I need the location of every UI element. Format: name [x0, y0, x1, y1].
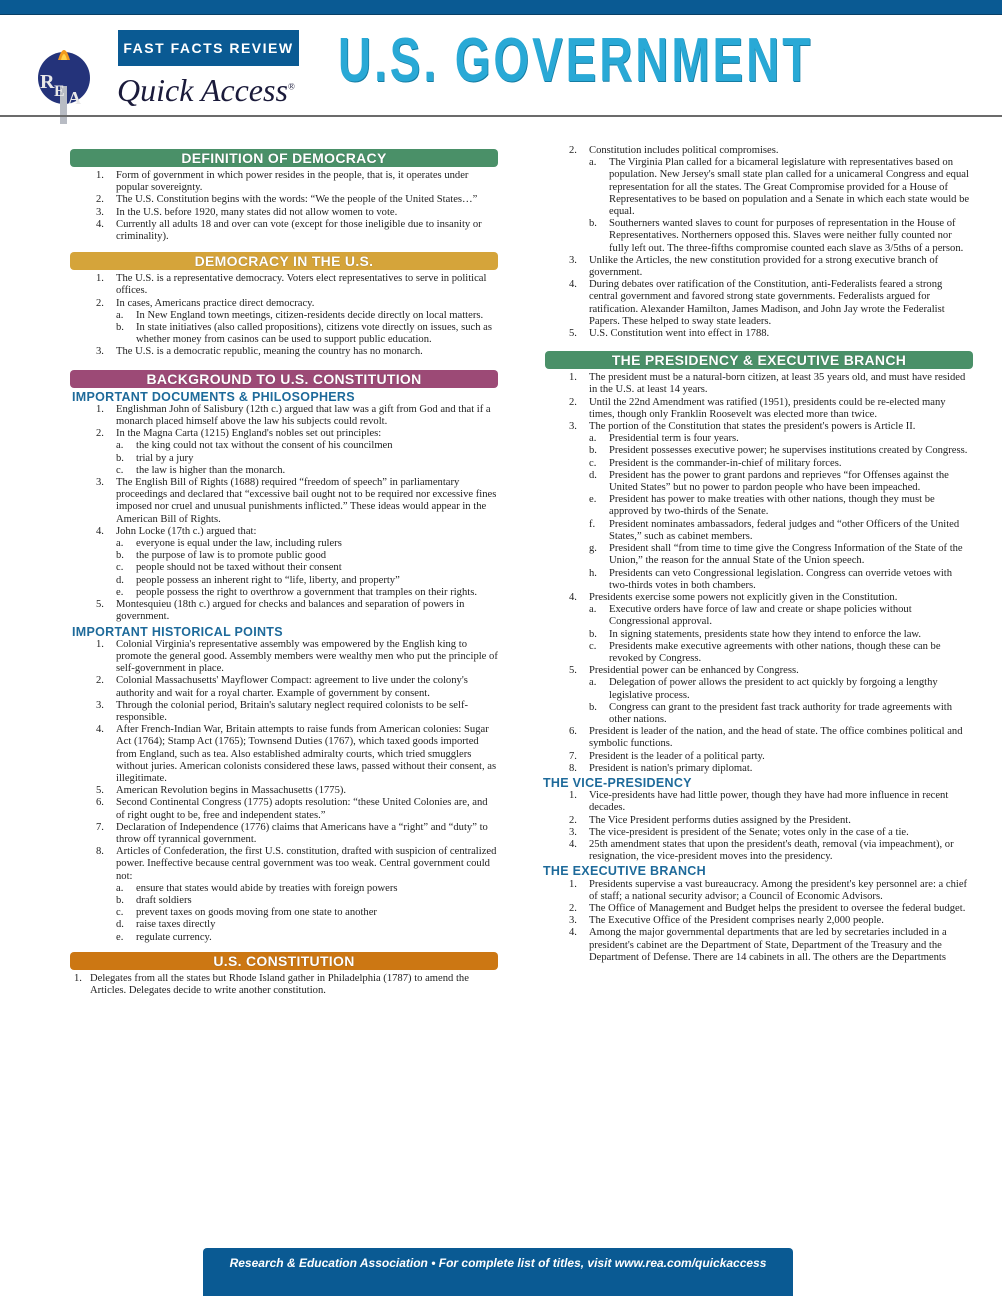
list-item — [545, 827, 973, 839]
item-text: regulate currency. — [136, 931, 212, 943]
list-item — [545, 328, 973, 340]
item-text: 25th amendment states that upon the president's death, removal (via impeachment), or resignation, the vice-president moves into the presidency. — [589, 838, 954, 863]
item-text: prevent taxes on goods moving from one state to another — [136, 907, 377, 919]
democracy-us-list — [70, 273, 498, 358]
list-item — [70, 404, 498, 428]
list-item — [70, 797, 498, 821]
sub-list-item — [70, 465, 498, 477]
item-text: The English Bill of Rights (1688) required “freedom of speech” in parliamentary proceedings and declared that “excessive bail ought not to be required nor excessive fines imposed nor cruel and unusual punishments inflicted.” These ideas would appear in the American Bill of Rights. — [116, 477, 497, 525]
item-marker: 3. — [96, 206, 104, 218]
historical-list — [70, 639, 498, 944]
item-text: Delegates from all the states but Rhode Island gather in Philadelphia (1787) to amend the Articles. Delegates decide to write another constitution. — [90, 972, 469, 996]
item-marker: 1. — [96, 638, 104, 650]
list-item — [70, 785, 498, 797]
executive-branch-list — [545, 879, 973, 964]
item-text: Montesquieu (18th c.) argued for checks and balances and separation of powers in government. — [116, 599, 465, 623]
item-text: In signing statements, presidents state how they intend to enforce the law. — [609, 628, 922, 640]
list-item — [70, 477, 498, 526]
sub-list-item — [545, 458, 973, 470]
registered-mark: ® — [287, 81, 295, 92]
item-marker: b. — [116, 550, 124, 562]
item-marker: b. — [589, 628, 597, 640]
item-text: Vice-presidents have had little power, though they have had more influence in recent decades. — [589, 790, 949, 814]
item-text: Delegation of power allows the president to act quickly by forgoing a lengthy legislative process. — [609, 677, 938, 701]
item-text: The Vice President performs duties assigned by the President. — [589, 814, 851, 826]
item-text: American Revolution begins in Massachusetts (1775). — [116, 785, 347, 797]
item-marker: d. — [116, 919, 124, 931]
vice-presidency-list — [545, 790, 973, 863]
definition-list — [70, 170, 498, 243]
section-heading-democracy-us: DEMOCRACY IN THE U.S. — [70, 252, 498, 270]
item-marker: 1. — [96, 170, 104, 181]
list-item — [545, 751, 973, 763]
item-marker: 6. — [569, 726, 577, 738]
series-name — [117, 72, 295, 109]
sub-list-item — [545, 494, 973, 518]
section-heading-definition: DEFINITION OF DEMOCRACY — [70, 149, 498, 167]
item-marker: 1. — [569, 372, 577, 384]
item-marker: 4. — [569, 927, 577, 939]
item-marker: 2. — [569, 814, 577, 826]
item-marker: 1. — [96, 403, 104, 415]
item-text: President possesses executive power; he supervises institutions created by Congress. — [609, 445, 968, 457]
item-text: Form of government in which power resides in the people, that is, it operates under popular sovereignty. — [116, 170, 469, 194]
item-text: Presidents make executive agreements with other nations, though these can be revoked by Congress. — [609, 640, 941, 664]
subheading-vice-presidency: THE VICE-PRESIDENCY — [543, 775, 692, 790]
item-text: President shall “from time to time give the Congress Information of the State of the Union,” the reason for the annual State of the Union speech. — [609, 543, 963, 567]
sub-list-item — [70, 562, 498, 574]
item-marker: 4. — [569, 591, 577, 603]
sub-list-item — [545, 218, 973, 255]
item-text: Englishman John of Salisbury (12th c.) argued that law was a gift from God and that if a monarch placed himself above the law his subjects could revolt. — [116, 403, 491, 428]
item-marker: 5. — [569, 665, 577, 677]
list-item — [545, 763, 973, 775]
item-text: Executive orders have force of law and create or shape policies without Congressional approval. — [609, 604, 912, 628]
item-text: raise taxes directly — [136, 919, 216, 931]
list-item — [545, 726, 973, 750]
list-item — [70, 219, 498, 243]
item-marker: 7. — [96, 821, 104, 833]
section-heading-background: BACKGROUND TO U.S. CONSTITUTION — [70, 370, 498, 388]
sub-list-item — [70, 322, 498, 346]
item-marker: a. — [589, 677, 597, 689]
item-text: Through the colonial period, Britain's salutary neglect required colonists to be self-responsible. — [116, 699, 468, 723]
list-item — [70, 700, 498, 724]
item-marker: 3. — [569, 915, 577, 927]
item-marker: 4. — [569, 838, 577, 850]
list-item — [545, 903, 973, 915]
sub-list-item — [545, 702, 973, 726]
item-marker: d. — [589, 469, 597, 481]
list-item — [545, 879, 973, 903]
item-marker: b. — [116, 452, 124, 464]
item-marker: b. — [116, 322, 124, 334]
item-marker: 5. — [96, 785, 104, 797]
subheading-executive-branch: THE EXECUTIVE BRANCH — [543, 864, 706, 879]
item-marker: 8. — [569, 762, 577, 774]
list-item — [70, 273, 498, 297]
sub-list-item — [545, 677, 973, 701]
sub-list-item — [70, 550, 498, 562]
item-text: The Virginia Plan called for a bicameral legislature with representatives based on population. New Jersey's small state plan called for a unicameral Congress and equal representation for all the states. The Great Compromise provided for a House of Representatives to be based on population and a Senate in which each state would be equal. — [609, 157, 970, 218]
constitution-list — [70, 973, 498, 997]
rea-torch-logo-icon — [32, 36, 94, 126]
item-text: Articles of Confederation, the first U.S. constitution, drafted with suspicion of centralized power. Ineffective because central government was too weak. Central government could not: — [116, 846, 497, 882]
sub-list-item — [545, 470, 973, 494]
item-text: President nominates ambassadors, federal judges and “other Officers of the United States,” such as cabinet members. — [609, 518, 960, 542]
item-marker: c. — [589, 457, 597, 469]
item-marker: e. — [116, 586, 124, 598]
sub-list-item — [70, 883, 498, 895]
right-column — [545, 145, 973, 964]
list-item — [545, 592, 973, 604]
item-text: The Executive Office of the President comprises nearly 2,000 people. — [589, 915, 884, 927]
sub-list-item — [70, 453, 498, 465]
item-marker: e. — [589, 494, 597, 506]
item-marker: b. — [589, 701, 597, 713]
item-marker: 4. — [96, 525, 104, 537]
item-text: President is nation's primary diplomat. — [589, 762, 753, 774]
sub-list-item — [545, 519, 973, 543]
item-marker: c. — [589, 640, 597, 652]
list-item — [70, 298, 498, 310]
sub-list-item — [70, 907, 498, 919]
sub-list-item — [545, 568, 973, 592]
item-marker: c. — [116, 907, 124, 919]
list-item — [545, 421, 973, 433]
item-marker: 3. — [569, 421, 577, 433]
sub-list-item — [70, 310, 498, 322]
item-text: Second Continental Congress (1775) adopts resolution: “these United Colonies are, and of right ought to be, free and independent states.” — [116, 797, 488, 821]
item-text: Declaration of Independence (1776) claims that Americans have a “right” and “duty” to throw off tyrannical government. — [116, 821, 488, 845]
item-marker: 2. — [96, 675, 104, 687]
item-text: trial by a jury — [136, 452, 194, 464]
item-text: Until the 22nd Amendment was ratified (1951), presidents could be re-elected many times, though only Franklin Roosevelt was elected more than twice. — [589, 396, 946, 420]
item-text: Presidential term is four years. — [609, 433, 739, 445]
item-text: the law is higher than the monarch. — [136, 464, 286, 476]
item-marker: 3. — [96, 699, 104, 711]
item-marker: b. — [116, 894, 124, 906]
item-marker: 2. — [96, 297, 104, 309]
constitution-continued-list — [545, 145, 973, 340]
item-text: The U.S. is a representative democracy. Voters elect representatives to serve in political offices. — [116, 273, 487, 297]
subheading-documents: IMPORTANT DOCUMENTS & PHILOSOPHERS — [72, 389, 355, 404]
item-marker: d. — [116, 574, 124, 586]
svg-text:R: R — [40, 71, 55, 93]
item-marker: h. — [589, 567, 597, 579]
item-marker: 3. — [569, 254, 577, 266]
item-text: Colonial Virginia's representative assembly was empowered by the English king to promote the general good. Assembly members were wealthy men who put the principle of self-government in place. — [116, 638, 498, 675]
item-text: Presidents supervise a vast bureaucracy. Among the president's key personnel are: a chief of staff; a national security advisor; a Council of Economic Advisors. — [589, 878, 968, 902]
item-marker: c. — [116, 562, 124, 574]
item-text: President is the leader of a political party. — [589, 750, 765, 762]
list-item — [70, 724, 498, 785]
top-color-bar — [0, 0, 1002, 15]
item-text: During debates over ratification of the Constitution, anti-Federalists feared a strong central government and favored strong state governments. Federalists argued for ratification. Alexander Hamilton, James Madison, and John Jay wrote the Federalist Papers. These helped to sway state leaders. — [589, 279, 945, 327]
item-text: the king could not tax without the consent of his councilmen — [136, 440, 393, 452]
page-title: U.S. GOVERNMENT — [338, 26, 814, 95]
item-marker: a. — [116, 309, 124, 321]
item-marker: 4. — [96, 724, 104, 736]
sub-list-item — [545, 433, 973, 445]
item-marker: 1. — [74, 972, 82, 984]
list-item — [545, 279, 973, 328]
item-marker: 2. — [96, 428, 104, 440]
sub-list-item — [70, 932, 498, 944]
list-item — [545, 790, 973, 814]
item-text: Presidents can veto Congressional legislation. Congress can override vetoes with two-thirds votes in both chambers. — [609, 567, 953, 591]
item-text: people should not be taxed without their consent — [136, 562, 342, 574]
fast-facts-review-badge: FAST FACTS REVIEW — [118, 30, 299, 66]
list-item — [70, 675, 498, 699]
header — [0, 14, 1002, 116]
item-text: U.S. Constitution went into effect in 1788. — [589, 328, 770, 340]
sub-list-item — [545, 157, 973, 218]
item-text: Currently all adults 18 and over can vote (except for those ineligible due to insanity or criminality). — [116, 218, 482, 243]
item-text: people possess an inherent right to “life, liberty, and property” — [136, 574, 400, 586]
item-text: President has power to make treaties with other nations, though they must be approved by two-thirds of the Senate. — [609, 494, 935, 518]
item-marker: a. — [116, 538, 124, 550]
item-text: President is leader of the nation, and the head of state. The office combines political and symbolic functions. — [589, 726, 963, 750]
footer-text: Research & Education Association • For complete list of titles, visit www.rea.com/quickaccess — [229, 1256, 767, 1270]
item-marker: b. — [589, 218, 597, 230]
item-marker: 8. — [96, 846, 104, 858]
list-item — [545, 397, 973, 421]
item-text: the purpose of law is to promote public good — [136, 550, 327, 562]
list-item — [545, 372, 973, 396]
subheading-historical: IMPORTANT HISTORICAL POINTS — [72, 624, 283, 639]
item-marker: 6. — [96, 797, 104, 809]
sub-list-item — [70, 895, 498, 907]
item-text: Congress can grant to the president fast track authority for trade agreements with other nations. — [609, 701, 953, 725]
item-text: Southerners wanted slaves to count for purposes of representation in the House of Representatives. Northerners opposed this. Slaves were neither fully counted nor fully left out. The three-fifths compromise counted each slave as 3/5ths of a person. — [609, 218, 964, 254]
item-marker: 3. — [96, 346, 104, 358]
item-text: everyone is equal under the law, including rulers — [136, 538, 342, 550]
item-text: The president must be a natural-born citizen, at least 35 years old, and must have resided in the U.S. at least 14 years. — [589, 372, 966, 396]
item-text: Presidential power can be enhanced by Congress. — [589, 665, 799, 677]
svg-text:A: A — [68, 88, 81, 108]
list-item — [70, 822, 498, 846]
sub-list-item — [70, 538, 498, 550]
list-item — [70, 973, 498, 997]
sub-list-item — [70, 440, 498, 452]
item-marker: e. — [116, 931, 124, 943]
header-divider — [0, 115, 1002, 117]
item-marker: 2. — [569, 902, 577, 914]
item-marker: g. — [589, 543, 597, 555]
svg-text:E: E — [54, 83, 65, 100]
item-text: Presidents exercise some powers not explicitly given in the Constitution. — [589, 591, 898, 603]
item-marker: a. — [116, 882, 124, 894]
list-item — [70, 207, 498, 219]
item-marker: a. — [116, 440, 124, 452]
list-item — [70, 846, 498, 883]
footer-bar — [203, 1248, 793, 1296]
item-text: The U.S. Constitution begins with the words: “We the people of the United States…” — [116, 194, 478, 206]
item-marker: 1. — [569, 878, 577, 890]
sub-list-item — [545, 604, 973, 628]
item-text: The Office of Management and Budget helps the president to oversee the federal budget. — [589, 902, 966, 914]
item-text: The vice-president is president of the Senate; votes only in the case of a tie. — [589, 826, 909, 838]
list-item — [545, 915, 973, 927]
item-marker: 1. — [96, 273, 104, 285]
item-marker: 1. — [569, 790, 577, 802]
item-marker: 4. — [96, 218, 104, 230]
list-item — [70, 194, 498, 206]
item-marker: 3. — [569, 826, 577, 838]
sub-list-item — [545, 543, 973, 567]
item-marker: a. — [589, 433, 597, 445]
section-heading-constitution: U.S. CONSTITUTION — [70, 952, 498, 970]
item-text: The U.S. is a democratic republic, meaning the country has no monarch. — [116, 346, 423, 358]
item-text: Among the major governmental departments that are led by secretaries included in a president's cabinet are the Department of State, Department of the Treasury and the Department of Defense. There are 14 cabinets in all. The others are the Departments — [589, 927, 947, 963]
left-column — [70, 145, 498, 997]
item-marker: 7. — [569, 750, 577, 762]
item-text: In cases, Americans practice direct democracy. — [116, 297, 315, 309]
list-item — [545, 665, 973, 677]
sub-list-item — [70, 587, 498, 599]
sub-list-item — [70, 919, 498, 931]
item-marker: 2. — [569, 396, 577, 408]
sub-list-item — [545, 629, 973, 641]
list-item — [70, 639, 498, 676]
item-marker: c. — [116, 464, 124, 476]
item-marker: 2. — [96, 194, 104, 206]
list-item — [70, 170, 498, 194]
item-marker: a. — [589, 157, 597, 169]
item-marker: 2. — [569, 145, 577, 156]
item-text: draft soldiers — [136, 894, 192, 906]
item-text: John Locke (17th c.) argued that: — [116, 525, 257, 537]
sub-list-item — [70, 575, 498, 587]
item-text: Colonial Massachusetts' Mayflower Compact: agreement to live under the colony's authority and wait for a royal charter. Example of government by consent. — [116, 675, 468, 699]
item-text: President is the commander-in-chief of military forces. — [609, 457, 842, 469]
item-marker: f. — [589, 518, 596, 530]
item-text: In state initiatives (also called propositions), citizens vote directly on issues, such as whether money from casinos can be used to support public education. — [136, 322, 492, 346]
item-marker: a. — [589, 604, 597, 616]
section-heading-presidency: THE PRESIDENCY & EXECUTIVE BRANCH — [545, 351, 973, 369]
sub-list-item — [545, 445, 973, 457]
list-item — [545, 927, 973, 964]
item-text: In the Magna Carta (1215) England's nobles set out principles: — [116, 428, 382, 440]
item-marker: b. — [589, 445, 597, 457]
item-text: Unlike the Articles, the new constitution provided for a strong executive branch of government. — [589, 254, 939, 279]
item-text: ensure that states would abide by treaties with foreign powers — [136, 882, 398, 894]
item-text: people possess the right to overthrow a government that tramples on their rights. — [136, 586, 477, 598]
list-item — [70, 346, 498, 358]
item-text: Constitution includes political compromises. — [589, 145, 779, 156]
item-marker: 4. — [569, 279, 577, 291]
sub-list-item — [545, 641, 973, 665]
item-text: In New England town meetings, citizen-residents decide directly on local matters. — [136, 309, 484, 321]
list-item — [545, 839, 973, 863]
list-item — [70, 599, 498, 623]
item-text: After French-Indian War, Britain attempts to raise funds from American colonies: Sugar Act (1764); Stamp Act (1765); Townsend Duties (1767), which taxed goods imported from England, such as tea. Also established admiralty courts, which tried smugglers without juries. American colonists considered these laws, passed without their consent, as illegitimate. — [116, 724, 497, 784]
documents-list — [70, 404, 498, 624]
list-item — [70, 428, 498, 440]
item-marker: 5. — [569, 328, 577, 340]
list-item — [70, 526, 498, 538]
list-item — [545, 815, 973, 827]
presidency-list — [545, 372, 973, 775]
list-item — [545, 145, 973, 157]
item-text: President has the power to grant pardons and reprieves “for Offenses against the United States” but no power to pardon people who have been impeached. — [609, 469, 949, 494]
list-item — [545, 255, 973, 279]
item-marker: 5. — [96, 599, 104, 611]
series-label: Quick Access — [117, 72, 288, 108]
item-text: The portion of the Constitution that states the president's powers is Article II. — [589, 421, 916, 433]
item-text: In the U.S. before 1920, many states did not allow women to vote. — [116, 206, 398, 218]
item-marker: 3. — [96, 477, 104, 489]
